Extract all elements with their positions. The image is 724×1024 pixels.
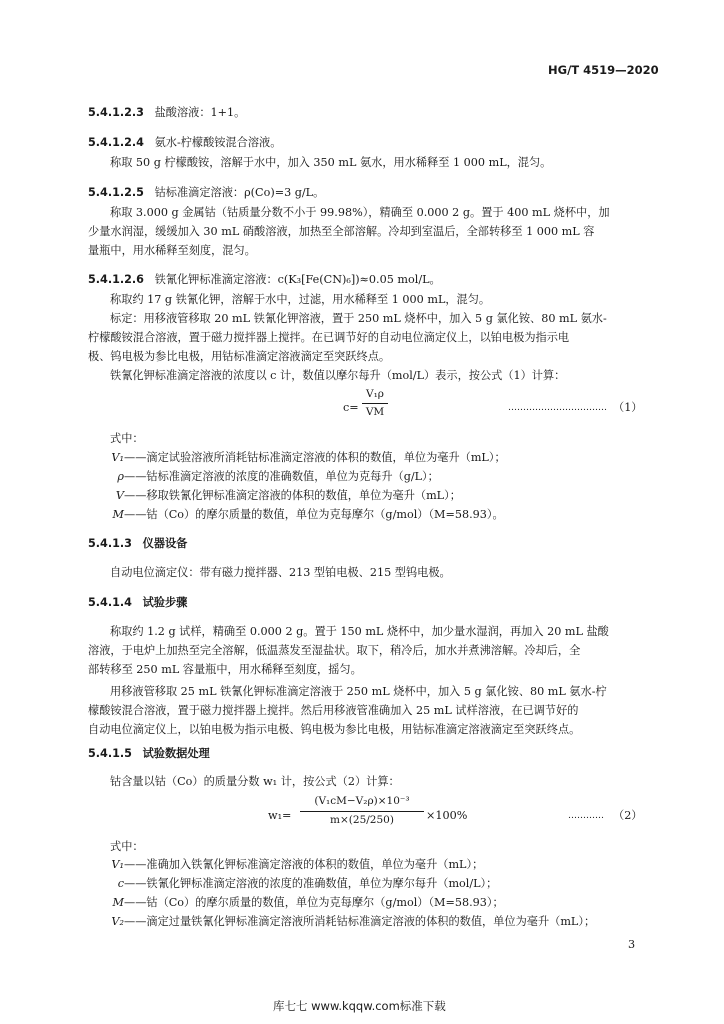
formula-2-number: （2） [613,809,643,822]
clause-title: 铁氰化钾标准滴定溶液：c(K₃[Fe(CN)₆])≈0.05 mol/L。 [154,273,441,286]
paragraph: 称取 50 g 柠檬酸铵，溶解于水中，加入 350 mL 氨水，用水稀释至 1 000 mL，混匀。 [110,156,552,169]
clause-5-4-1-2-3 [88,106,245,120]
paragraph: 称取约 1.2 g 试样，精确至 0.000 2 g。置于 150 mL 烧杯中，加少量水湿润，再加入 20 mL 盐酸 [110,625,609,638]
paragraph-line: 少量水润湿，缓缓加入 30 mL 硝酸溶液，加热至全部溶解。冷却到室温后，全部转移至 1 000 mL 容 [88,225,595,238]
clause-number: 5.4.1.2.5 [88,186,144,199]
fraction-bar [362,403,388,404]
standard-number: HG/T 4519—2020 [548,63,659,77]
formula-2-leader-dots: ………… [568,811,604,821]
paragraph-line: 极、钨电极为参比电极，用钴标准滴定溶液滴定至突跃终点。 [88,350,391,363]
definition-text: ——滴定过量铁氰化钾标准滴定溶液所消耗钴标准滴定溶液的体积的数值，单位为毫升（mL）； [124,915,596,928]
formula-2-rhs: ×100% [426,809,468,822]
paragraph: 用移液管移取 25 mL 铁氰化钾标准滴定溶液于 250 mL 烧杯中，加入 5 g 氯化铵、80 mL 氨水-柠 [110,685,607,698]
where-label: 式中： [110,840,144,853]
symbol-definition [110,896,504,910]
paragraph-line: 檬酸铵混合溶液，置于磁力搅拌器上搅拌。然后用移液管准确加入 25 mL 试样溶液，在已调节好的 [88,704,579,717]
definition-text: ——铁氰化钾标准滴定溶液的浓度的准确数值，单位为摩尔每升（mol/L）； [124,877,498,890]
symbol-definition [110,877,497,891]
definition-text: ——移取铁氰化钾标准滴定溶液的体积的数值，单位为毫升（mL）； [124,489,461,502]
clause-5-4-1-2-6 [88,273,441,287]
page-number: 3 [628,938,636,951]
paragraph-line: 自动电位滴定仪上，以铂电极为指示电极、钨电极为参比电极，用钴标准滴定溶液滴定至突跃终点。 [88,723,581,736]
where-label: 式中： [110,432,144,445]
clause-5-4-1-4 [88,596,187,610]
clause-number: 5.4.1.2.3 [88,106,144,119]
symbol: V₁ [111,858,124,871]
symbol: ρ [117,470,124,483]
symbol: V [115,489,124,502]
clause-number: 5.4.1.4 [88,596,132,609]
paragraph: 称取约 17 g 铁氰化钾，溶解于水中，过滤，用水稀释至 1 000 mL，混匀。 [110,293,491,306]
formula-2-denominator: m×(25/250) [330,814,394,826]
formula-1-numerator: V₁ρ [366,388,384,400]
symbol: V₂ [111,915,124,928]
paragraph: 铁氰化钾标准滴定溶液的浓度以 c 计，数值以摩尔每升（mol/L）表示，按公式（1）计算： [110,369,566,382]
clause-title: 试验数据处理 [142,747,210,760]
clause-number: 5.4.1.2.4 [88,136,144,149]
symbol: c [117,877,124,890]
clause-title: 氨水-柠檬酸铵混合溶液。 [154,136,282,149]
clause-title: 试验步骤 [142,596,188,609]
footer-watermark: 库七七 www.kqqw.com标准下载 [273,999,446,1013]
clause-number: 5.4.1.3 [88,537,132,550]
formula-1-lhs: c= [343,401,359,414]
paragraph: 标定：用移液管移取 20 mL 铁氰化钾溶液，置于 250 mL 烧杯中，加入 5 g 氯化铵、80 mL 氨水- [110,312,607,325]
formula-2-lhs: w₁= [268,809,292,822]
clause-5-4-1-2-4 [88,136,281,150]
paragraph: 称取 3.000 g 金属钴（钴质量分数不小于 99.98%），精确至 0.000 2 g。置于 400 mL 烧杯中，加 [110,206,610,219]
clause-title: 钴标准滴定溶液：ρ(Co)=3 g/L。 [154,186,325,199]
clause-number: 5.4.1.5 [88,747,132,760]
paragraph: 自动电位滴定仪：带有磁力搅拌器、213 型铂电极、215 型钨电极。 [110,566,451,579]
paragraph: 钴含量以钴（Co）的质量分数 w₁ 计，按公式（2）计算： [110,775,400,788]
definition-text: ——钴（Co）的摩尔质量的数值，单位为克每摩尔（g/mol）（M=58.93）； [124,896,504,909]
symbol-definition [110,858,483,872]
symbol-definition [110,508,504,522]
symbol-definition [110,470,439,484]
paragraph-line: 柠檬酸铵混合溶液，置于磁力搅拌器上搅拌。在已调节好的自动电位滴定仪上，以铂电极为指示电 [88,331,570,344]
clause-5-4-1-2-5 [88,186,324,200]
formula-2-numerator: (V₁cM−V₂ρ)×10⁻³ [314,795,410,807]
definition-text: ——钴（Co）的摩尔质量的数值，单位为克每摩尔（g/mol）（M=58.93）。 [124,508,504,521]
definition-text: ——滴定试验溶液所消耗钴标准滴定溶液的体积的数值，单位为毫升（mL）； [124,451,506,464]
definition-text: ——准确加入铁氰化钾标准滴定溶液的体积的数值，单位为毫升（mL）； [124,858,484,871]
symbol-definition [110,915,595,929]
clause-5-4-1-5 [88,747,210,761]
paragraph-line: 溶液，于电炉上加热至完全溶解，低温蒸发至湿盐状。取下，稍冷后，加水并煮沸溶解。冷却后，全 [88,644,581,657]
clause-title: 盐酸溶液：1+1。 [154,106,246,119]
fraction-bar [300,811,424,812]
formula-1-number: （1） [613,401,643,414]
definition-text: ——钴标准滴定溶液的浓度的准确数值，单位为克每升（g/L）； [124,470,439,483]
clause-number: 5.4.1.2.6 [88,273,144,286]
symbol: M [112,508,124,521]
formula-1-denominator: VM [365,406,385,418]
symbol: V₁ [111,451,124,464]
formula-1-leader-dots: …………………………… [508,403,607,413]
clause-title: 仪器设备 [142,537,188,550]
paragraph-line: 量瓶中，用水稀释至刻度，混匀。 [88,244,256,257]
paragraph-line: 部转移至 250 mL 容量瓶中，用水稀释至刻度，摇匀。 [88,663,362,676]
clause-5-4-1-3 [88,537,187,551]
symbol-definition [110,451,506,465]
symbol-definition [110,489,461,503]
symbol: M [112,896,124,909]
